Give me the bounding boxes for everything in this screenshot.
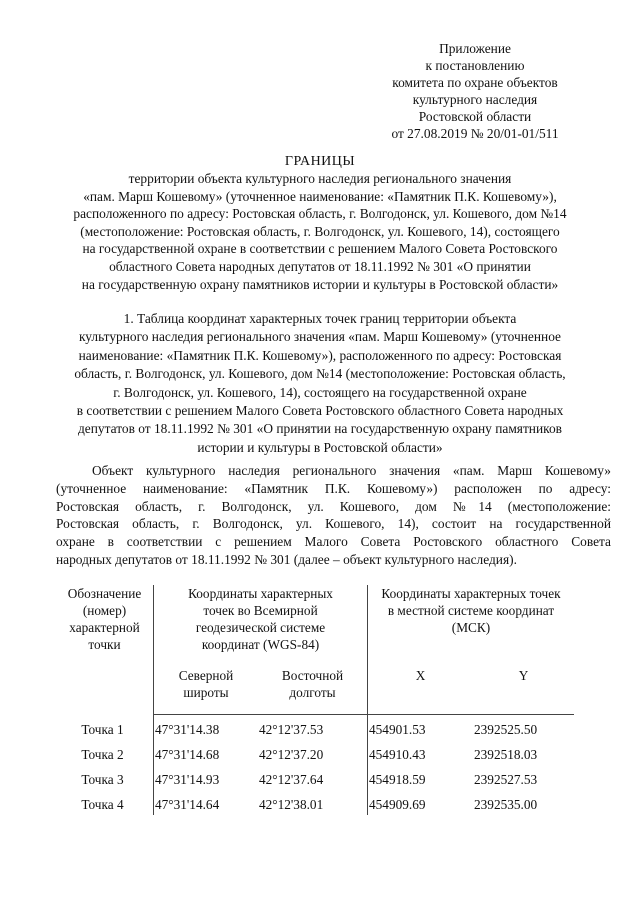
north-value: 47°31'14.93	[154, 765, 259, 790]
document-title: ГРАНИЦЫ	[284, 154, 356, 169]
heading-line: территории объекта культурного наследия регионального значения	[128, 171, 512, 186]
x-header: X	[368, 653, 474, 715]
header-line: точки	[88, 637, 121, 652]
point-id-header	[56, 585, 154, 715]
table-row	[56, 790, 574, 815]
east-value: 42°12'38.01	[259, 797, 324, 812]
header-line: Координаты характерных	[188, 586, 333, 601]
y-value: 2392527.53	[474, 772, 538, 787]
table-row	[56, 715, 574, 741]
paragraph-line: охране в соответствии с решением Малого Совета Ростовского областного Совета	[56, 534, 611, 550]
appendix-line: от 27.08.2019 № 20/01-01/511	[391, 126, 559, 141]
header-line: в местной системе координат	[387, 603, 555, 618]
table-row	[56, 740, 574, 765]
point-name: Точка 2	[81, 747, 124, 762]
heading-line: на государственной охране в соответствии с решением Малого Совета Ростовского	[82, 241, 558, 257]
header-line: широты	[183, 685, 229, 700]
paragraph-line: народных депутатов от 18.11.1992 № 301 (далее – объект культурного наследия).	[56, 551, 517, 567]
header-line: координат (WGS-84)	[201, 637, 320, 652]
paragraph-line: Ростовская область, г. Волгодонск, ул. Кошевого, дом №14 (местоположение:	[56, 498, 611, 514]
wgs-header	[154, 585, 368, 653]
appendix-line: комитета по охране объектов	[392, 75, 558, 90]
x-value: 454918.59	[368, 765, 474, 790]
x-value: 454910.43	[368, 740, 474, 765]
header-line: (МСК)	[451, 620, 491, 635]
y-header: Y	[518, 668, 529, 683]
appendix-line: Ростовской области	[418, 109, 532, 124]
north-value: 47°31'14.64	[154, 790, 259, 815]
header-line: Координаты характерных точек	[381, 586, 561, 601]
header-line: характерной	[69, 620, 140, 635]
point-name: Точка 3	[81, 772, 124, 787]
table-title-line: г. Волгодонск, ул. Кошевого, 14), состоящего на государственной охране	[113, 384, 527, 400]
table-title	[40, 310, 600, 457]
east-value: 42°12'37.64	[259, 772, 324, 787]
table-row	[56, 765, 574, 790]
msk-header	[368, 585, 575, 653]
header-line: Восточной	[281, 668, 344, 683]
paragraph-line: Ростовская область, г. Волгодонск, ул. Кошевого, 14), состоит на государственной	[56, 516, 611, 532]
header-line: долготы	[289, 685, 336, 700]
coordinates-table-wrapper	[56, 585, 574, 815]
heading-line: (местоположение: Ростовская область, г. Волгодонск, ул. Кошевого, 14), состоящего	[80, 223, 560, 239]
y-value: 2392535.00	[474, 797, 538, 812]
appendix-block	[360, 40, 590, 142]
east-header	[258, 653, 368, 715]
body-paragraph	[56, 462, 611, 569]
header-line: (номер)	[82, 603, 127, 618]
appendix-line: к постановлению	[425, 58, 525, 73]
east-value: 42°12'37.20	[259, 747, 324, 762]
north-value: 47°31'14.68	[154, 740, 259, 765]
east-value: 42°12'37.53	[258, 715, 368, 741]
appendix-line: культурного наследия	[412, 92, 538, 107]
x-value: 454909.69	[368, 790, 474, 815]
north-header	[154, 653, 259, 715]
table-title-line: 1. Таблица координат характерных точек границ территории объекта	[123, 311, 517, 326]
header-line: Обозначение	[67, 586, 142, 601]
point-name: Точка 4	[81, 797, 124, 812]
point-name: Точка 1	[81, 722, 124, 737]
y-value: 2392518.03	[474, 747, 538, 762]
table-title-line: в соответствии с решением Малого Совета Ростовского областного Совета народных	[76, 403, 564, 419]
document-heading	[40, 153, 600, 293]
heading-line: на государственную охрану памятников истории и культуры в Ростовской области»	[81, 276, 559, 292]
heading-line: «пам. Марш Кошевому» (уточненное наименование: «Памятник П.К. Кошевому»),	[83, 188, 557, 204]
table-title-line: наименование: «Памятник П.К. Кошевому»), расположенного по адресу: Ростовская	[78, 347, 562, 363]
table-title-line: истории и культуры в Ростовской области»	[197, 439, 443, 455]
table-title-line: культурного наследия регионального значения «пам. Марш Кошевому» (уточненное	[78, 329, 562, 345]
table-title-line: область, г. Волгодонск, ул. Кошевого, дом №14 (местоположение: Ростовская область,	[74, 366, 566, 382]
y-value: 2392525.50	[473, 715, 574, 741]
north-value: 47°31'14.38	[154, 715, 259, 741]
heading-line: расположенного по адресу: Ростовская область, г. Волгодонск, ул. Кошевого, дом №14	[73, 206, 567, 222]
table-title-line: депутатов от 18.11.1992 № 301 «О принятии на государственную охрану памятников	[77, 421, 562, 437]
paragraph-line: (уточненное наименование: «Памятник П.К. Кошевому») расположен по адресу:	[56, 480, 611, 496]
header-line: геодезической системе	[195, 620, 326, 635]
heading-line: областного Совета народных депутатов от 18.11.1992 № 301 «О принятии	[109, 258, 531, 274]
appendix-line: Приложение	[439, 41, 511, 56]
x-value: 454901.53	[368, 715, 474, 741]
paragraph-line: Объект культурного наследия регионального значения «пам. Марш Кошевому»	[92, 463, 611, 478]
header-line: Северной	[178, 668, 234, 683]
header-line: точек во Всемирной	[203, 603, 318, 618]
coordinates-table	[56, 585, 574, 815]
